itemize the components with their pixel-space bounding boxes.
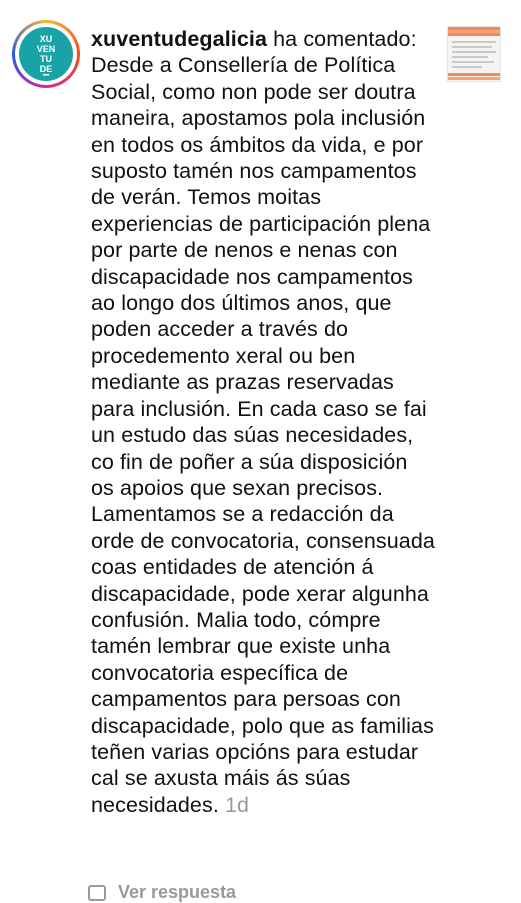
comment-action: ha comentado: [273,27,417,51]
view-reply-label: Ver respuesta [118,882,237,902]
comment-body [91,26,436,818]
avatar[interactable] [12,20,80,88]
svg-text:DE: DE [39,64,53,74]
svg-text:TU: TU [40,54,52,64]
xuventude-logo-icon [19,27,73,81]
comment-time: 1d [224,792,250,817]
comment-text: Desde a Consellería de Política Social, como non pode ser doutra maneira, apostamos pola inclusión en todos os ámbitos da vida, e por suposto tamén nos campamentos de verán. Temos moitas experiencias de participación plena por parte de nenos e nenas con discapacidade nos campamentos ao longo dos últimos anos, que poden acceder a través do procedemento xeral ou ben mediante as prazas reservadas para inclusión. En cada caso se fai un estudo das súas necesidades, co fin de poñer a súa disposición os apoios que sexan precisos. Lamentamos se a redacción da orde de convocatoria, consensuada coas entidades de atención á discapacidade, pode xerar algunha confusión. Malia todo, cómpre tamén lembrar que existe unha convocatoria específica de campamentos para persoas con discapacidade, polo que as familias teñen varias opcións para estudar cal se axusta máis ás súas necesidades. [91,53,435,817]
svg-text:XU: XU [39,34,53,44]
reply-icon [88,885,106,901]
svg-text:VEN: VEN [36,44,56,54]
comment-username[interactable]: xuventudegalicia [91,27,268,51]
post-thumbnail[interactable] [447,26,501,82]
view-reply-button[interactable] [88,882,236,903]
